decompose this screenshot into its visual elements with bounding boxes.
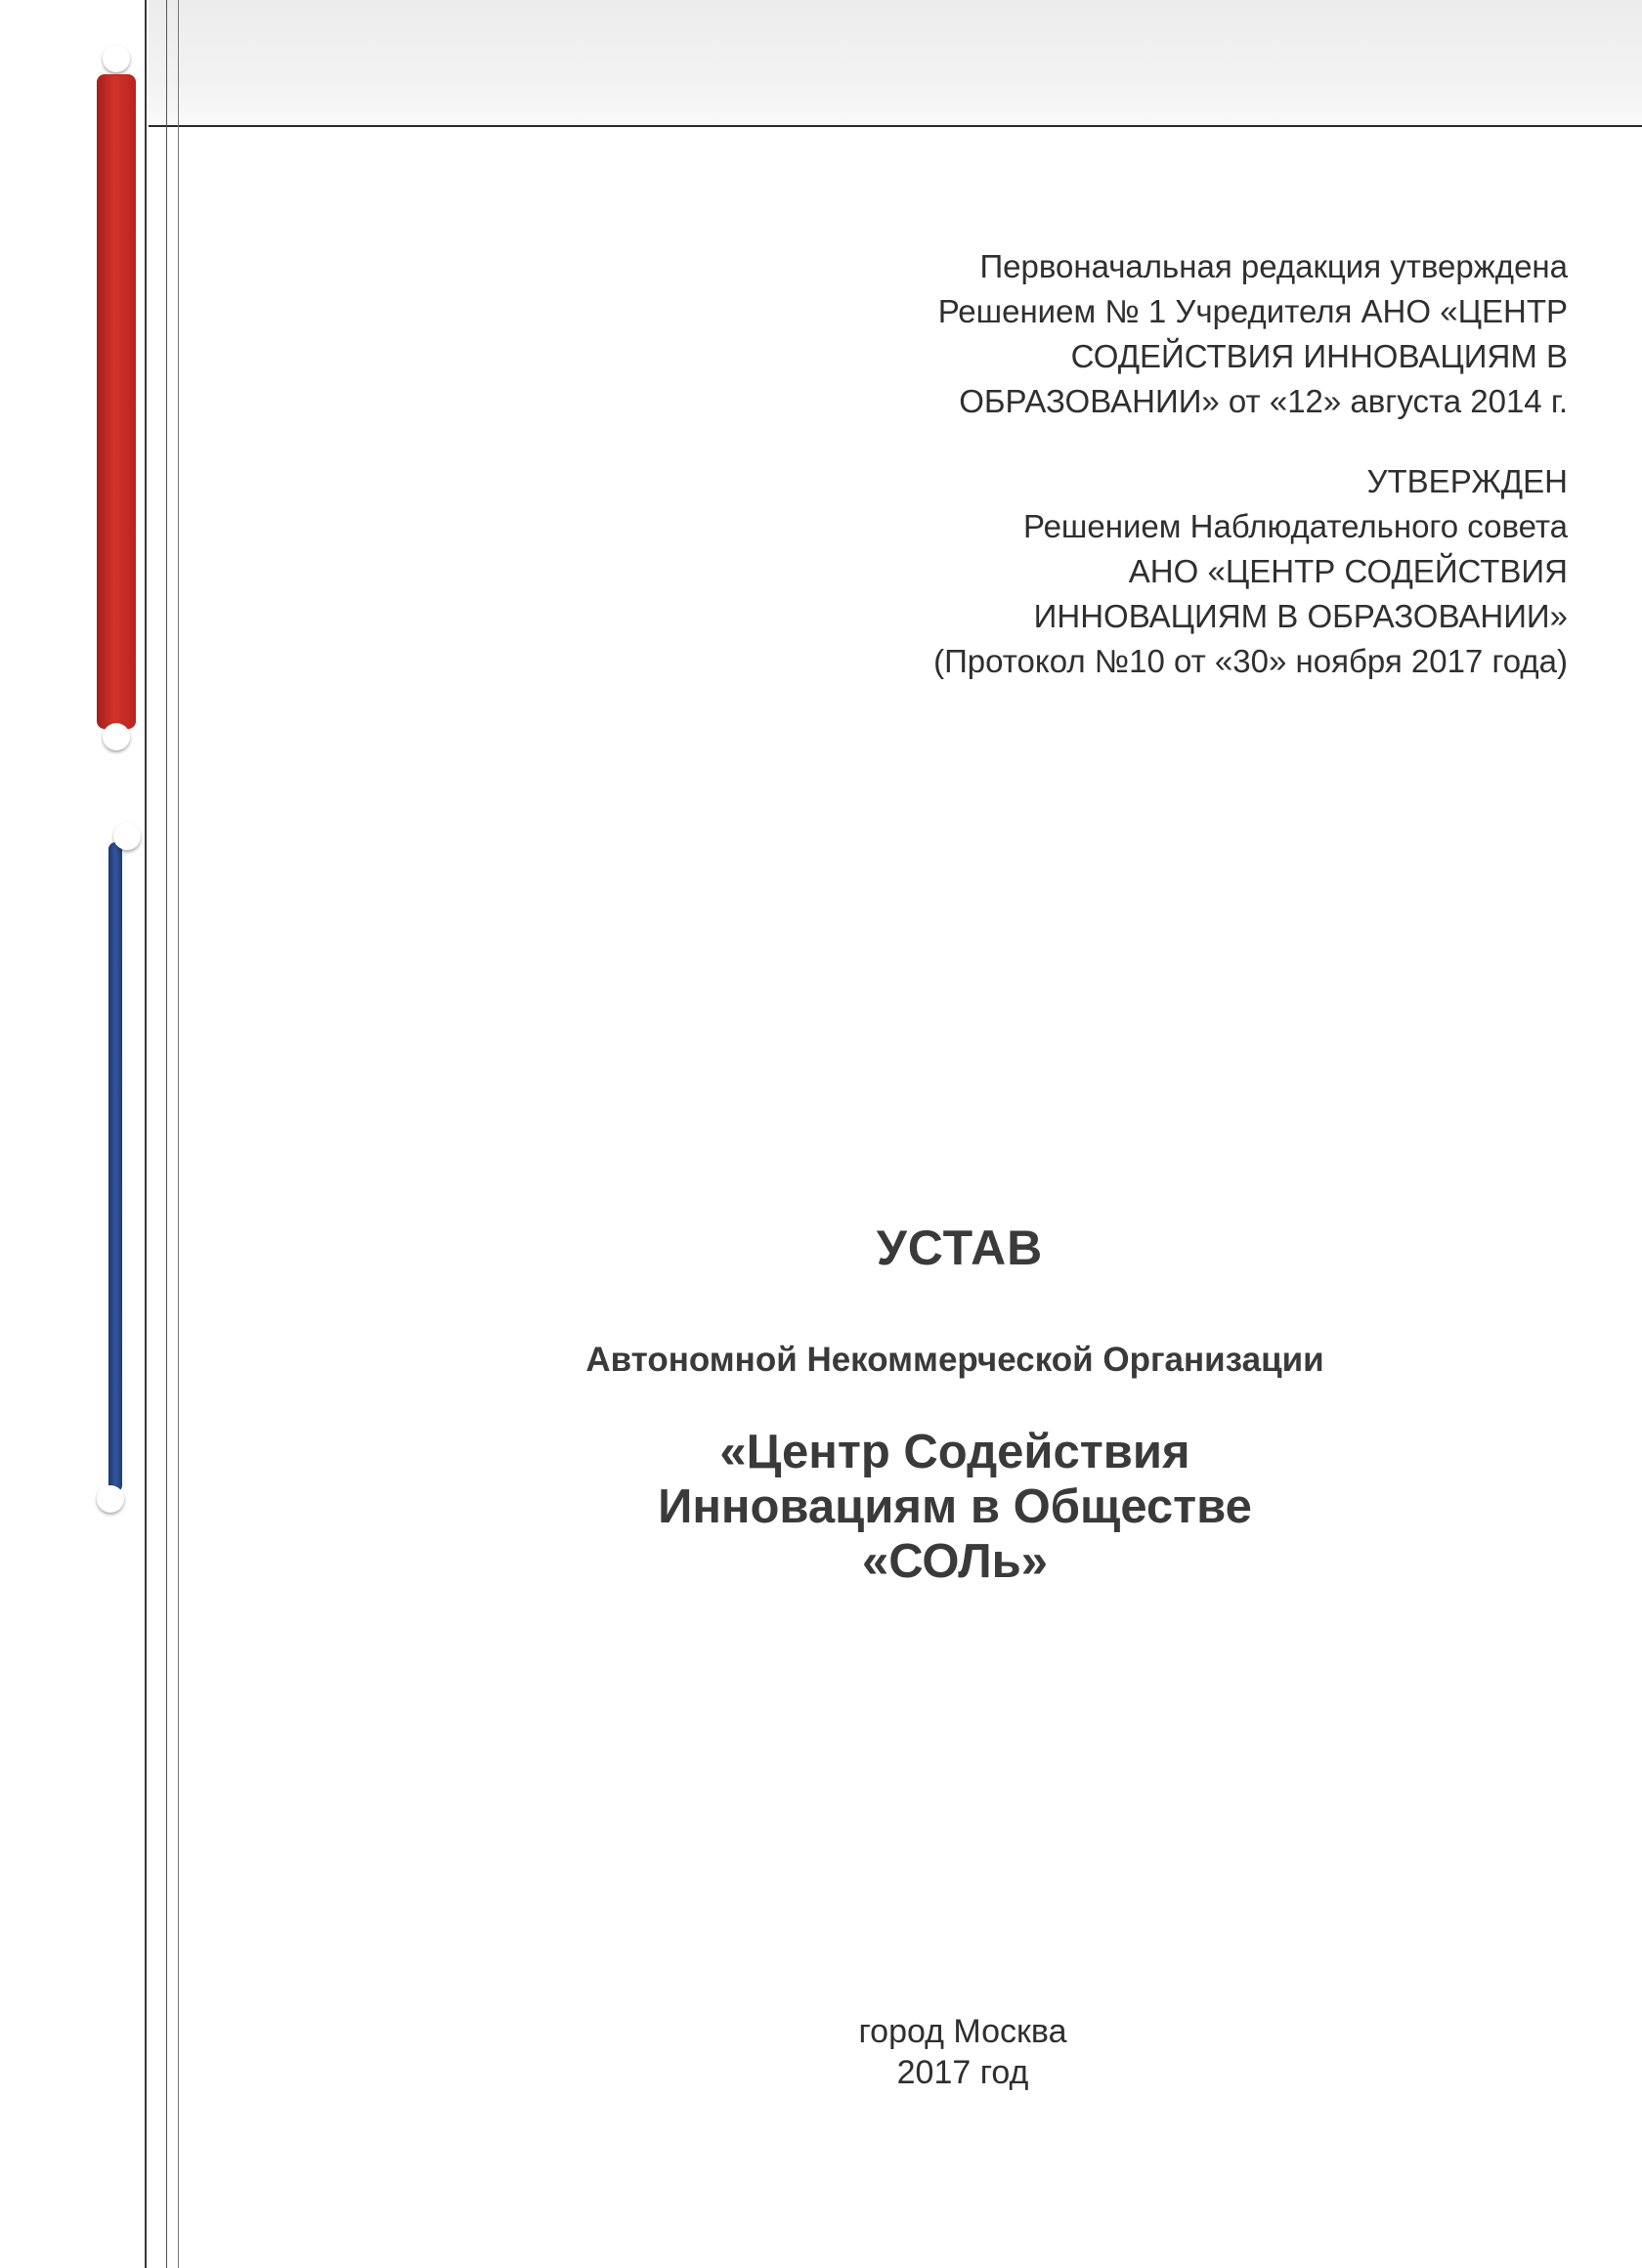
organization-type: Автономной Некоммерческой Организации: [585, 1341, 1324, 1379]
approval-line: Решением Наблюдательного совета: [1023, 508, 1568, 544]
organization-name-line: «СОЛь»: [861, 1535, 1049, 1588]
red-binding-thread: [97, 74, 136, 729]
header-rule: [149, 125, 1642, 127]
place-and-year: [0, 2011, 1642, 2093]
approval-line: СОДЕЙСТВИЯ ИННОВАЦИЯМ В: [1070, 338, 1568, 374]
page-edge-line: [166, 0, 167, 2268]
scan-header-shadow: [149, 0, 1642, 125]
approval-line: УТВЕРЖДЕН: [1366, 463, 1568, 499]
organization-name: [0, 1425, 1642, 1589]
year: 2017 год: [896, 2054, 1029, 2091]
organization-name-line: «Центр Содействия: [719, 1426, 1190, 1478]
approval-line: ОБРАЗОВАНИИ» от «12» августа 2014 г.: [959, 383, 1568, 419]
blue-binding-thread: [108, 842, 122, 1492]
binding-hole: [103, 45, 130, 72]
binding-hole: [103, 723, 130, 750]
page-edge-line: [178, 0, 179, 2268]
approval-line: (Протокол №10 от «30» ноября 2017 года): [933, 643, 1568, 679]
approval-line: Решением № 1 Учредителя АНО «ЦЕНТР: [937, 293, 1568, 329]
approval-line: ИННОВАЦИЯМ В ОБРАЗОВАНИИ»: [1033, 598, 1568, 634]
initial-approval-block: [688, 244, 1568, 424]
current-approval-block: [688, 459, 1568, 684]
approval-line: Первоначальная редакция утверждена: [979, 248, 1568, 284]
document-title: УСТАВ: [876, 1220, 1044, 1275]
page-edge-line: [145, 0, 147, 2268]
approval-line: АНО «ЦЕНТР СОДЕЙСТВИЯ: [1128, 553, 1568, 589]
binding-hole: [113, 823, 141, 850]
city: город Москва: [858, 2013, 1067, 2050]
organization-name-line: Инновациям в Обществе: [658, 1480, 1252, 1533]
